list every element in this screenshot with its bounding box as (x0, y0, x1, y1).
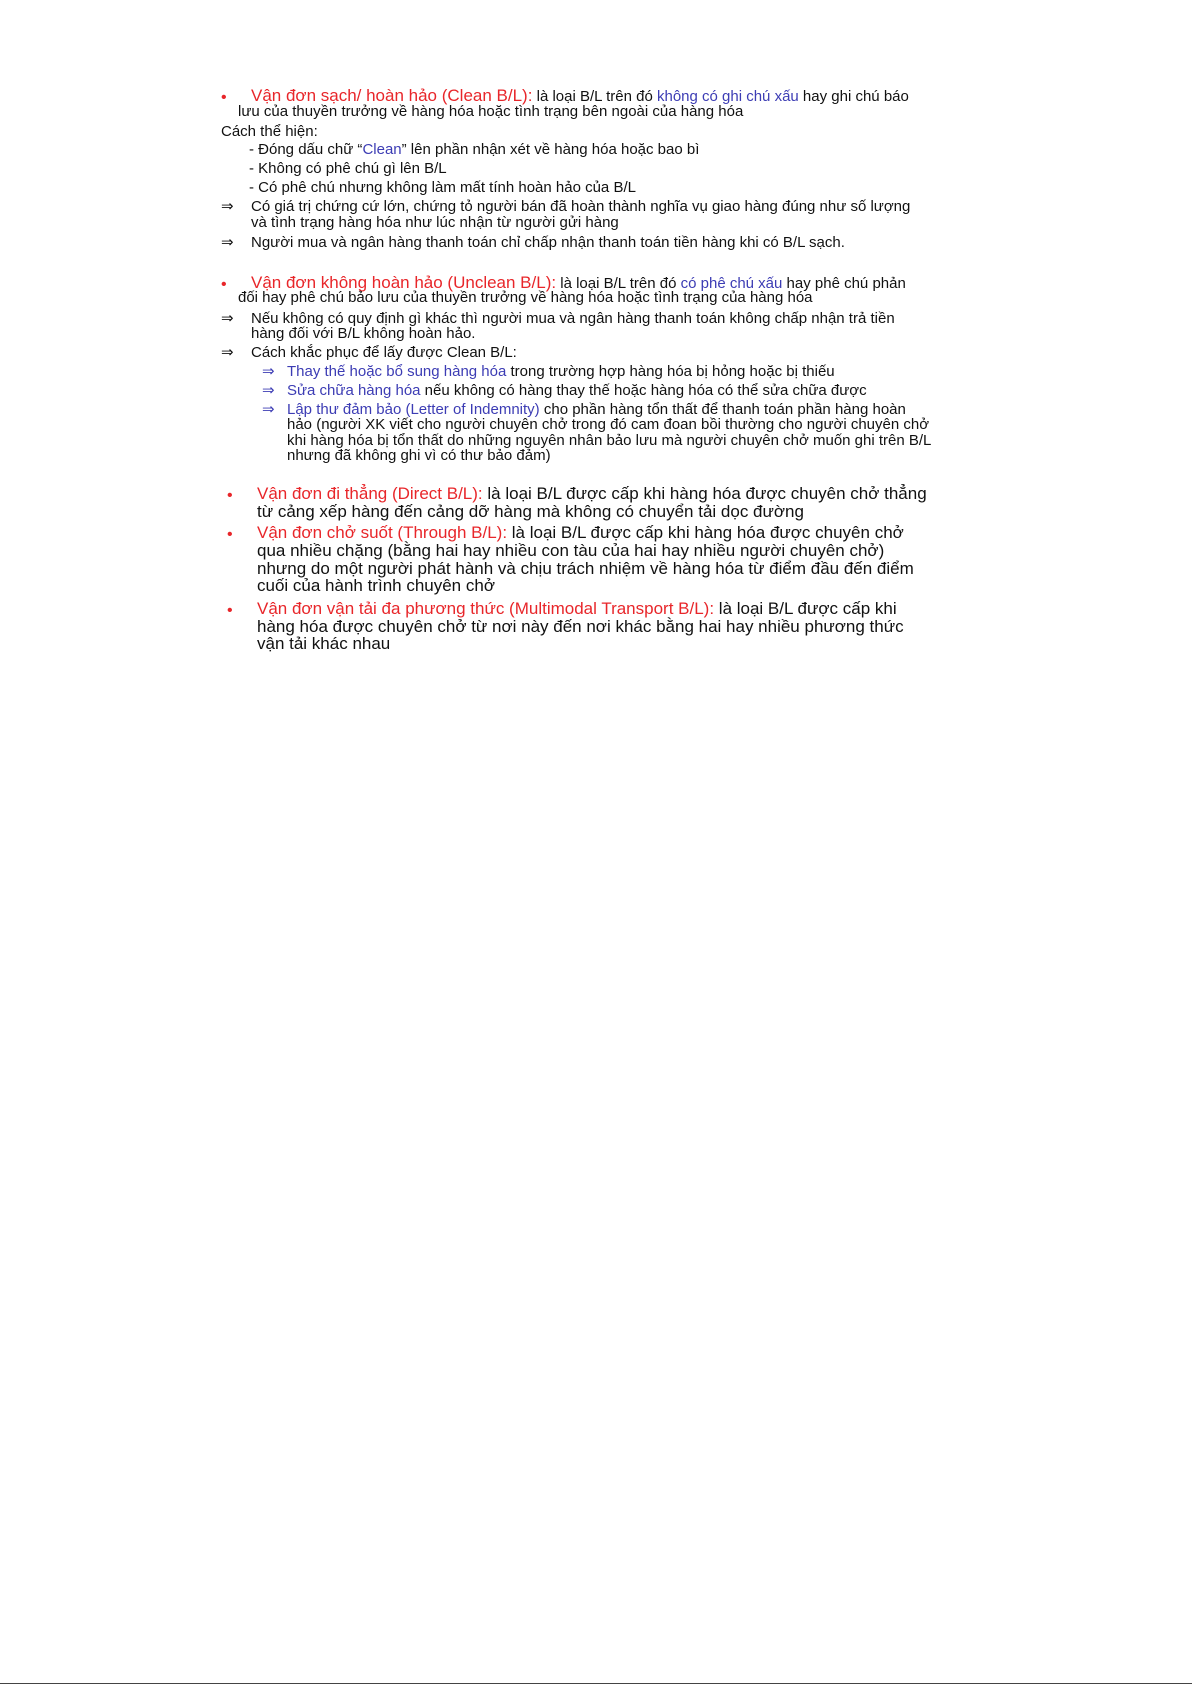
direct-bl-line-1: Vận đơn đi thẳng (Direct B/L): là loại B/L được cấp khi hàng hóa được chuyên chở thẳng (257, 484, 927, 503)
clean-bl-note-2: Người mua và ngân hàng thanh toán chỉ chấp nhận thanh toán tiền hàng khi có B/L sạch. (251, 234, 845, 251)
unclean-bl-note-1-cont: hàng đối với B/L không hoàn hảo. (251, 325, 476, 342)
remedy-3-cont-3: nhưng đã không ghi vì có thư bảo đảm) (287, 447, 551, 464)
multimodal-bl-line-1: Vận đơn vận tải đa phương thức (Multimodal Transport B/L): là loại B/L được cấp khi (257, 599, 897, 618)
through-bl-line-2: qua nhiều chặng (bằng hai hay nhiều con tàu của hai hay nhiều người chuyên chở) (257, 541, 885, 560)
clean-bl-method-1: - Đóng dấu chữ “Clean” lên phần nhận xét về hàng hóa hoặc bao bì (249, 141, 700, 158)
arrow-icon: ⇒ (221, 233, 234, 251)
multimodal-bl-line-3: vận tải khác nhau (257, 634, 391, 653)
bullet-icon: • (227, 602, 233, 619)
bullet-icon: • (221, 89, 227, 106)
page-bottom-rule (0, 1683, 1192, 1684)
remedy-2: Sửa chữa hàng hóa nếu không có hàng thay thế hoặc hàng hóa có thể sửa chữa được (287, 382, 867, 399)
bullet-icon: • (227, 526, 233, 543)
through-bl-line-1: Vận đơn chở suốt (Through B/L): là loại B/L được cấp khi hàng hóa được chuyên chở (257, 523, 904, 542)
through-bl-line-3: nhưng do một người phát hành và chịu trách nhiệm về hàng hóa từ điểm đầu đến điểm (257, 559, 914, 578)
arrow-icon: ⇒ (221, 309, 234, 327)
remedy-3: Lập thư đảm bảo (Letter of Indemnity) cho phần hàng tổn thất để thanh toán phần hàng hoàn (287, 401, 906, 418)
clean-bl-line-1: Vận đơn sạch/ hoàn hảo (Clean B/L): là loại B/L trên đó không có ghi chú xấu hay ghi chú báo (251, 86, 909, 105)
unclean-bl-line-1: Vận đơn không hoàn hảo (Unclean B/L): là loại B/L trên đó có phê chú xấu hay phê chú phản (251, 273, 906, 292)
through-bl-heading: Vận đơn chở suốt (Through B/L): (257, 523, 508, 542)
remedy-3-cont-1: hảo (người XK viết cho người chuyên chở trong đó cam đoan bồi thường cho người chuyên chở (287, 416, 930, 433)
direct-bl-line-2: từ cảng xếp hàng đến cảng dỡ hàng mà không có chuyển tải dọc đường (257, 502, 804, 521)
how-to-label: Cách thể hiện: (221, 123, 318, 140)
through-bl-line-4: cuối của hành trình chuyên chở (257, 576, 495, 595)
bullet-icon: • (221, 276, 227, 293)
clean-bl-note-1: Có giá trị chứng cứ lớn, chứng tỏ người bán đã hoàn thành nghĩa vụ giao hàng đúng như số lượng (251, 198, 911, 215)
clean-bl-method-3: - Có phê chú nhưng không làm mất tính hoàn hảo của B/L (249, 179, 636, 196)
arrow-icon: ⇒ (262, 381, 275, 399)
unclean-bl-note-2: Cách khắc phục để lấy được Clean B/L: (251, 344, 517, 361)
clean-bl-method-2: - Không có phê chú gì lên B/L (249, 160, 447, 177)
unclean-bl-note-1: Nếu không có quy định gì khác thì người mua và ngân hàng thanh toán không chấp nhận trả tiền (251, 310, 895, 327)
unclean-bl-heading: Vận đơn không hoàn hảo (Unclean B/L): (251, 273, 557, 292)
multimodal-bl-heading: Vận đơn vận tải đa phương thức (Multimodal Transport B/L): (257, 599, 715, 618)
clean-bl-note-1-cont: và tình trạng hàng hóa như lúc nhận từ người gửi hàng (251, 214, 619, 231)
direct-bl-heading: Vận đơn đi thẳng (Direct B/L): (257, 484, 483, 503)
emphasis-text: không có ghi chú xấu (656, 88, 799, 105)
remedy-1: Thay thế hoặc bổ sung hàng hóa trong trường hợp hàng hóa bị hỏng hoặc bị thiếu (287, 363, 835, 380)
emphasis-text: có phê chú xấu (680, 275, 783, 292)
multimodal-bl-line-2: hàng hóa được chuyên chở từ nơi này đến nơi khác bằng hai hay nhiều phương thức (257, 617, 904, 636)
unclean-bl-line-2: đối hay phê chú bảo lưu của thuyền trưởng về hàng hóa hoặc tình trạng của hàng hóa (238, 289, 813, 306)
arrow-icon: ⇒ (262, 400, 275, 418)
clean-bl-line-2: lưu của thuyền trưởng về hàng hóa hoặc tình trạng bên ngoài của hàng hóa (238, 103, 744, 120)
bullet-icon: • (227, 487, 233, 504)
arrow-icon: ⇒ (221, 343, 234, 361)
arrow-icon: ⇒ (262, 362, 275, 380)
arrow-icon: ⇒ (221, 197, 234, 215)
clean-bl-heading: Vận đơn sạch/ hoàn hảo (Clean B/L): (251, 86, 533, 105)
remedy-3-cont-2: khi hàng hóa bị tổn thất do những nguyên nhân bảo lưu mà người chuyên chở muốn ghi trên B/L (287, 432, 932, 449)
